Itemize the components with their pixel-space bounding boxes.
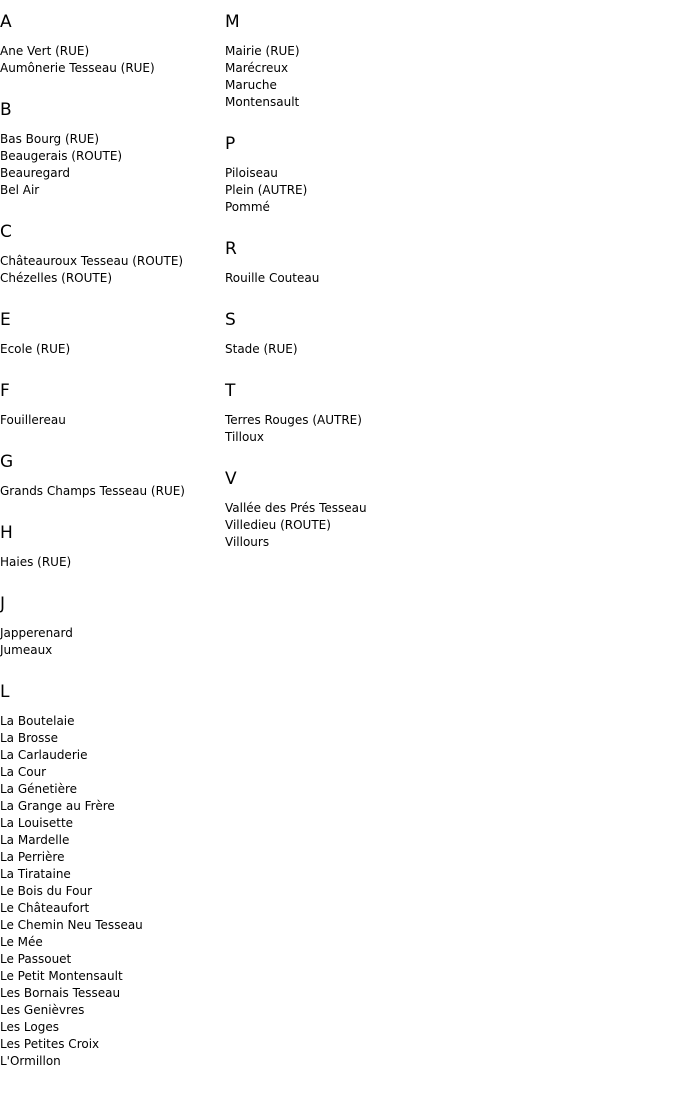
street-list (0, 43, 220, 77)
letter-heading: C (0, 222, 12, 242)
letter-group-r (225, 239, 445, 287)
street-link-le-petit-montensault[interactable]: Le Petit Montensault (0, 969, 123, 983)
letter-group-m (225, 12, 445, 111)
street-list (0, 483, 220, 500)
street-link-la-mardelle[interactable]: La Mardelle (0, 833, 70, 847)
street-link-pomme[interactable]: Pommé (225, 200, 270, 214)
street-link-terres-rouges-autre[interactable]: Terres Rouges (AUTRE) (225, 413, 362, 427)
street-list (0, 625, 220, 659)
street-list (0, 341, 220, 358)
letter-heading: V (225, 469, 237, 489)
street-link-la-perriere[interactable]: La Perrière (0, 850, 65, 864)
letter-heading: M (225, 12, 240, 32)
street-list (225, 165, 445, 216)
street-link-vallee-des-pres-tesseau[interactable]: Vallée des Prés Tesseau (225, 501, 367, 515)
street-index-column-right (225, 12, 445, 574)
letter-heading: L (0, 682, 10, 702)
street-link-les-bornais-tesseau[interactable]: Les Bornais Tesseau (0, 986, 121, 1000)
street-link-la-carlauderie[interactable]: La Carlauderie (0, 748, 88, 762)
street-link-tilloux[interactable]: Tilloux (225, 430, 265, 444)
street-link-la-tirataine[interactable]: La Tirataine (0, 867, 71, 881)
street-link-ecole-rue[interactable]: Ecole (RUE) (0, 342, 71, 356)
street-link-jumeaux[interactable]: Jumeaux (0, 643, 53, 657)
letter-heading: J (0, 594, 6, 614)
street-link-fouillereau[interactable]: Fouillereau (0, 413, 66, 427)
street-link-mairie-rue[interactable]: Mairie (RUE) (225, 44, 300, 58)
letter-group-j (0, 594, 220, 659)
street-link-maruche[interactable]: Maruche (225, 78, 277, 92)
street-link-montensault[interactable]: Montensault (225, 95, 300, 109)
street-link-le-chemin-neu-tesseau[interactable]: Le Chemin Neu Tesseau (0, 918, 143, 932)
letter-group-v (225, 469, 445, 551)
street-list (0, 554, 220, 571)
street-link-villours[interactable]: Villours (225, 535, 270, 549)
street-link-les-genievres[interactable]: Les Genièvres (0, 1003, 85, 1017)
street-link-aumonerie-tesseau-rue[interactable]: Aumônerie Tesseau (RUE) (0, 61, 155, 75)
letter-group-s (225, 310, 445, 358)
letter-group-l (0, 682, 220, 1070)
street-list (0, 253, 220, 287)
street-link-chezelles-route[interactable]: Chézelles (ROUTE) (0, 271, 113, 285)
street-link-marecreux[interactable]: Marécreux (225, 61, 289, 75)
letter-heading: G (0, 452, 14, 472)
street-link-beauregard[interactable]: Beauregard (0, 166, 70, 180)
letter-heading: F (0, 381, 10, 401)
street-list (225, 412, 445, 446)
letter-heading: S (225, 310, 236, 330)
street-link-le-passouet[interactable]: Le Passouet (0, 952, 72, 966)
street-link-haies-rue[interactable]: Haies (RUE) (0, 555, 72, 569)
street-list (0, 412, 220, 429)
street-link-les-loges[interactable]: Les Loges (0, 1020, 59, 1034)
street-link-rouille-couteau[interactable]: Rouille Couteau (225, 271, 320, 285)
letter-group-a (0, 12, 220, 77)
street-link-bas-bourg-rue[interactable]: Bas Bourg (RUE) (0, 132, 100, 146)
street-link-beaugerais-route[interactable]: Beaugerais (ROUTE) (0, 149, 123, 163)
street-link-stade-rue[interactable]: Stade (RUE) (225, 342, 298, 356)
street-link-le-chateaufort[interactable]: Le Châteaufort (0, 901, 90, 915)
street-link-japperenard[interactable]: Japperenard (0, 626, 73, 640)
street-index-column-left (0, 12, 220, 1093)
street-link-la-brosse[interactable]: La Brosse (0, 731, 58, 745)
street-list (0, 131, 220, 199)
street-list (225, 500, 445, 551)
street-list (225, 270, 445, 287)
letter-heading: H (0, 523, 13, 543)
letter-heading: A (0, 12, 12, 32)
letter-group-b (0, 100, 220, 199)
letter-group-p (225, 134, 445, 216)
street-link-chateauroux-tesseau-route[interactable]: Châteauroux Tesseau (ROUTE) (0, 254, 184, 268)
letter-heading: R (225, 239, 237, 259)
street-list (225, 341, 445, 358)
street-link-la-louisette[interactable]: La Louisette (0, 816, 74, 830)
street-link-la-boutelaie[interactable]: La Boutelaie (0, 714, 75, 728)
street-link-le-mee[interactable]: Le Mée (0, 935, 43, 949)
letter-heading: T (225, 381, 236, 401)
street-link-la-grange-au-frere[interactable]: La Grange au Frère (0, 799, 115, 813)
street-link-ane-vert-rue[interactable]: Ane Vert (RUE) (0, 44, 90, 58)
letter-group-h (0, 523, 220, 571)
street-link-la-cour[interactable]: La Cour (0, 765, 47, 779)
street-link-les-petites-croix[interactable]: Les Petites Croix (0, 1037, 100, 1051)
street-link-villedieu-route[interactable]: Villedieu (ROUTE) (225, 518, 331, 532)
letter-heading: B (0, 100, 12, 120)
street-link-grands-champs-tesseau-rue[interactable]: Grands Champs Tesseau (RUE) (0, 484, 185, 498)
street-link-plein-autre[interactable]: Plein (AUTRE) (225, 183, 308, 197)
letter-group-c (0, 222, 220, 287)
letter-group-t (225, 381, 445, 446)
street-link-le-bois-du-four[interactable]: Le Bois du Four (0, 884, 93, 898)
letter-group-g (0, 452, 220, 500)
street-list (0, 713, 220, 1070)
street-link-la-genetiere[interactable]: La Génetière (0, 782, 77, 796)
letter-group-f (0, 381, 220, 429)
letter-heading: P (225, 134, 236, 154)
street-link-bel-air[interactable]: Bel Air (0, 183, 40, 197)
street-list (225, 43, 445, 111)
street-link-l-ormillon[interactable]: L'Ormillon (0, 1054, 61, 1068)
letter-heading: E (0, 310, 11, 330)
street-link-piloiseau[interactable]: Piloiseau (225, 166, 278, 180)
letter-group-e (0, 310, 220, 358)
